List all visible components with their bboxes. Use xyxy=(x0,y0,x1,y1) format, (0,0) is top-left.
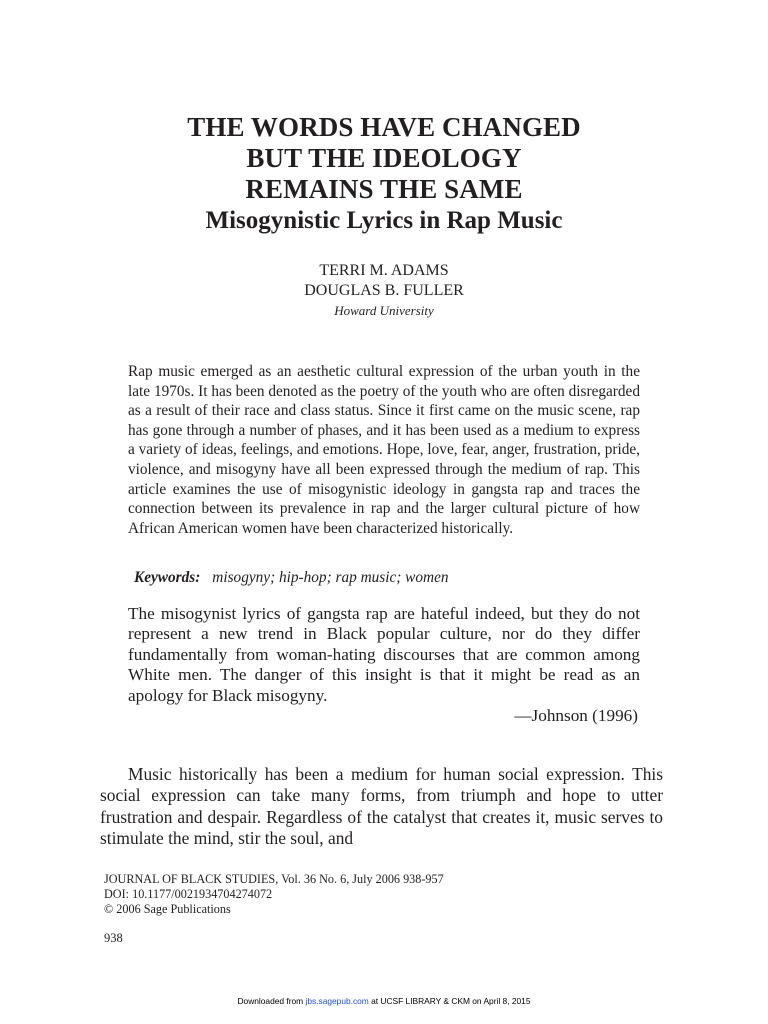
author-name: DOUGLAS B. FULLER xyxy=(304,282,464,299)
download-suffix: at UCSF LIBRARY & CKM on April 8, 2015 xyxy=(371,996,531,1006)
author-affiliation: Howard University xyxy=(334,303,434,318)
title-line-3: REMAINS THE SAME xyxy=(245,174,523,204)
page-number: 938 xyxy=(104,931,123,945)
epigraph-source: —Johnson (1996) xyxy=(514,706,638,725)
journal-citation: JOURNAL OF BLACK STUDIES, Vol. 36 No. 6, July 2006 938-957 xyxy=(104,872,444,886)
title-line-2: BUT THE IDEOLOGY xyxy=(246,143,522,173)
journal-doi: DOI: 10.1177/0021934704274072 xyxy=(104,887,273,902)
abstract: Rap music emerged as an aesthetic cultural expression of the urban youth in the late 1970s. It has been denoted as the poetry of the youth who are often disregarded as a result of their race and class status. Since it first came on the music scene, rap has gone through a number of phases, and it has been used as a medium to express a variety of ideas, feelings, and emotions. Hope, love, fear, anger, frustration, pride, violence, and misogyny have all been expressed through the medium of rap. This article examines the use of misogynistic ideology in gangsta rap and traces the connection between its prevalence in rap and the larger cultural picture of how African American women have been characterized historically. xyxy=(128,363,640,537)
article-title xyxy=(100,112,668,236)
download-prefix: Downloaded from xyxy=(237,996,304,1006)
body-paragraph: Music historically has been a medium for human social expression. This social expression can take many forms, from triumph and hope to utter frustration and despair. Regardless of the catalyst that creates it, music serves to stimulate the mind, stir the soul, and xyxy=(100,764,663,848)
journal-info xyxy=(104,872,444,918)
epigraph-quote: The misogynist lyrics of gangsta rap are hateful indeed, but they do not represent a new trend in Black popular culture, nor do they differ fundamentally from woman-hating discourses that are common among White men. The danger of this insight is that it might be read as an apology for Black misogyny. xyxy=(128,604,640,705)
keywords xyxy=(134,568,449,588)
download-notice xyxy=(0,996,768,1006)
author-block xyxy=(100,261,668,320)
article-subtitle: Misogynistic Lyrics in Rap Music xyxy=(205,207,563,234)
author-name: TERRI M. ADAMS xyxy=(319,262,449,279)
keywords-list: misogyny; hip-hop; rap music; women xyxy=(212,569,449,586)
title-line-1: THE WORDS HAVE CHANGED xyxy=(187,112,581,142)
journal-copyright: © 2006 Sage Publications xyxy=(104,902,231,917)
keywords-label: Keywords: xyxy=(134,569,201,586)
download-link[interactable]: jbs.sagepub.com xyxy=(305,996,369,1006)
